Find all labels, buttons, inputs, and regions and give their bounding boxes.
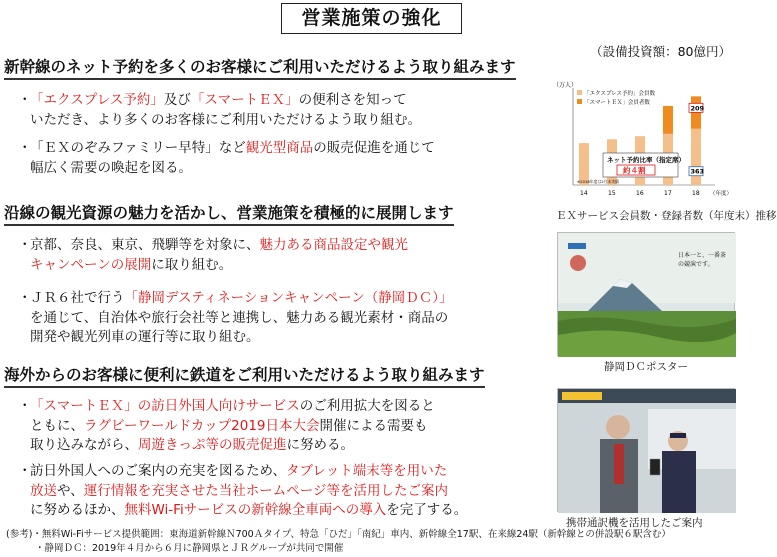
chart-x-unit: （年度） [710,191,733,197]
photo2-caption: 携帯通訳機を活用したご案内 [566,517,703,529]
section-3-heading: 海外からのお客様に便利に鉄道をご利用いただけるよう取り組みます [4,366,485,388]
legend-item-express: 「エクスプレス予約」会員数 [584,91,656,97]
data-label-smart: 209 [690,104,705,113]
chart-legend [577,89,656,106]
translator-photo [557,388,735,512]
shizuoka-dc-poster [557,232,735,356]
bar-smart-17 [663,106,673,134]
bar-express-18 [691,129,701,185]
x-tick-14: 14 [580,190,588,197]
chart-unit-label: （万人） [553,82,578,89]
section-1-bullet-1: ・ 「エクスプレス予約」及び「スマートＥＸ」の便利さを知って いただき、より多くのお客様にご利用いただけるよう取り組む。 [18,92,421,128]
x-tick-16: 16 [636,190,644,197]
footnote-2: ・静岡ＤＣ：2019年４月から６月に静岡県とＪＲグループが共同で開催 [35,543,344,554]
section-1-bullet-2: ・ 「ＥＸのぞみファミリー早特」など観光型商品の販売促進を通じて 幅広く需要の喚起を図る。 [18,140,435,176]
section-2-heading: 沿線の観光資源の魅力を活かし、営業施策を積極的に展開します [4,204,454,226]
section-3-bullet-1: ・ 「スマートＥＸ」の訪日外国人向けサービスのご利用拡大を図ると ともに、ラグビーワールドカップ2019日本大会開催による需要も 取り込みながら、周遊きっぷ等の販売促進に努める。 [18,398,435,453]
x-tick-18: 18 [692,190,700,197]
budget-note: （設備投資額：80億円） [590,44,731,59]
poster-text: 日本一と、一番茶の競演です。 [678,252,727,268]
chart-footnote: ※2018年度は2月末実績 [577,179,619,184]
legend-item-smart: 「スマートＥＸ」会員者数 [584,100,650,106]
section-2-bullet-1: ・ 京都、奈良、東京、飛騨等を対象に、魅力ある商品設定や観光 キャンペーンの展開に取り組む。 [18,237,408,273]
section-1-heading: 新幹線のネット予約を多くのお客様にご利用いただけるよう取り組みます [4,58,516,80]
x-tick-15: 15 [608,190,616,197]
chart-caption: ＥＸサービス会員数・登録者数（年度末）推移 [556,210,777,222]
section-2-bullet-2: ・ ＪＲ６社で行う「静岡デスティネーションキャンペーン（静岡ＤＣ）」 を通じて、自治体や旅行会社等と連携し、魅力ある観光素材・商品の 開発や観光列車の運行等に取り組む。 [18,290,453,345]
data-label-express: 363 [690,167,705,176]
membership-chart [555,80,735,215]
ratio-value: 約４割 [623,166,646,175]
footnote-1: (参考)・無料Wi-Fiサービス提供範囲：東海道新幹線Ｎ700Ａタイプ、特急「ひだ」「南紀」車内、新幹線全17駅、在来線24駅（新幹線との併設駅６駅含む） [6,529,671,540]
section-3-bullet-2: ・ 訪日外国人へのご案内の充実を図るため、タブレット端末等を用いた 放送や、運行情報を充実させた当社ホームページ等を活用したご案内 に努めるほか、無料Wi-Fiサービスの新幹線全車両への導入を完了する。 [18,463,468,518]
x-tick-17: 17 [664,190,672,197]
page-title: 営業施策の強化 [281,3,462,34]
ratio-label: ネット予約比率（指定席） [607,156,685,164]
poster-caption: 静岡ＤＣポスター [604,361,688,373]
